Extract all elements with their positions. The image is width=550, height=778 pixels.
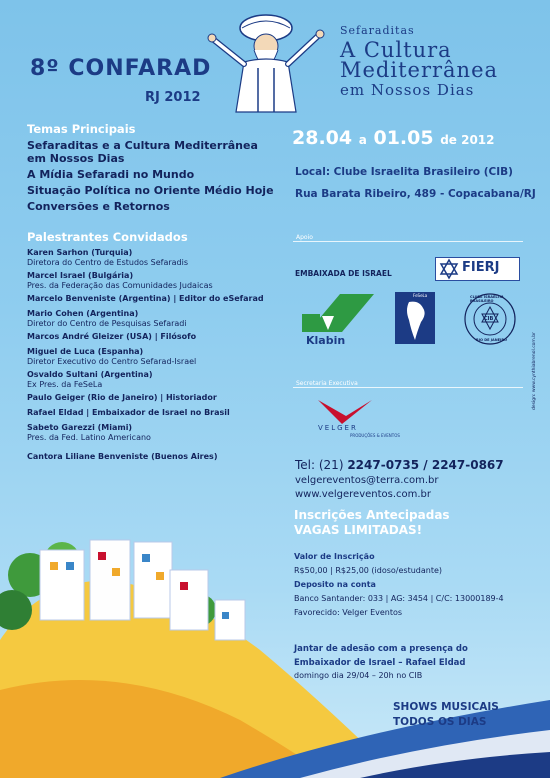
date-separator: a <box>358 133 367 147</box>
title-line-2: Mediterrânea <box>340 58 499 82</box>
star-of-david-icon <box>438 258 460 280</box>
speaker-name: Marcos André Gleizer (USA) | Filósofo <box>27 332 197 341</box>
fierj-logo <box>435 257 520 281</box>
speaker-name: Marcel Israel (Bulgária) <box>27 271 134 280</box>
speaker-name: Paulo Geiger (Rio de Janeiro) | Historiador <box>27 393 217 402</box>
speakers-section <box>27 230 289 462</box>
speaker-name: Karen Sarhon (Turquia) <box>27 248 133 257</box>
speaker-role: Diretor Executivo do Centro Sefarad-Israel <box>27 357 197 366</box>
event-edition <box>30 56 211 81</box>
speaker-name: Miguel de Luca (Espanha) <box>27 347 144 356</box>
klabin-logo-icon <box>300 292 376 334</box>
fesela-text: FeSeLa <box>413 293 428 298</box>
city-year: RJ 2012 <box>145 90 201 105</box>
klabin-text: Klabin <box>306 334 346 347</box>
speakers-heading: Palestrantes Convidados <box>27 230 188 244</box>
title-line-1: A Cultura <box>340 38 452 62</box>
speaker-role: Diretor do Centro de Pesquisas Sefaradi <box>27 319 187 328</box>
registration-line-2: VAGAS LIMITADAS! <box>294 523 423 537</box>
speaker-role: Ex Pres. da FeSeLa <box>27 380 103 389</box>
velger-subtext: PRODUÇÕES & EVENTOS <box>350 433 400 438</box>
divider <box>293 387 523 388</box>
cib-text: CIB <box>484 316 494 322</box>
singer: Cantora Liliane Benveniste (Buenos Aires) <box>27 452 218 461</box>
speaker-name: Osvaldo Sultani (Argentina) <box>27 370 153 379</box>
rabbi-illustration <box>196 6 336 116</box>
fierj-text: FIERJ <box>462 260 500 275</box>
divider <box>293 241 523 242</box>
price-value: R$50,00 | R$25,00 (idoso/estudante) <box>294 566 443 575</box>
design-credit: design: www.cynthiabrenol.com.br <box>532 332 537 410</box>
beneficiary: Favorecido: Velger Eventos <box>294 608 403 617</box>
speaker-role: Pres. da Federação das Comunidades Judaicas <box>27 281 213 290</box>
speaker-name: Rafael Eldad | Embaixador de Israel no Brasil <box>27 408 230 417</box>
fesela-logo <box>395 292 435 344</box>
title-line-3: em Nossos Dias <box>340 81 475 99</box>
speaker-name: Sabeto Garezzi (Miami) <box>27 423 133 432</box>
theme-item: Conversões e Retornos <box>27 200 170 213</box>
venue: Local: Clube Israelita Brasileiro (CIB) <box>295 166 513 178</box>
south-america-map-icon <box>395 292 435 344</box>
dinner-notice <box>294 642 468 670</box>
bank-details: Banco Santander: 033 | AG: 3454 | C/C: 13000189-4 <box>294 594 504 603</box>
email[interactable]: velgereventos@terra.com.br <box>295 475 439 486</box>
shows-banner <box>393 700 499 730</box>
embassy-logo: EMBAIXADA DE ISRAEL <box>295 269 392 278</box>
themes-heading: Temas Principais <box>27 122 136 136</box>
speaker-name: Mario Cohen (Argentina) <box>27 309 139 318</box>
address: Rua Barata Ribeiro, 489 - Copacabana/RJ <box>295 188 536 200</box>
dinner-line-1: Jantar de adesão com a presença do <box>294 644 468 654</box>
event-name: CONFARAD <box>68 56 212 81</box>
velger-v-logo-icon <box>316 398 374 426</box>
clube-text: CLUBE ISRAELITA BRASILEIRO <box>470 295 504 303</box>
tel-numbers: 2247-0735 / 2247-0867 <box>347 458 504 472</box>
clube-city: RIO DE JANEIRO <box>476 338 508 342</box>
dinner-date: domingo dia 29/04 – 20h no CIB <box>294 671 423 680</box>
themes-section <box>27 122 287 213</box>
registration-line-1: Inscrições Antecipadas <box>294 508 450 522</box>
theme-item: A Mídia Sefaradi no Mundo <box>27 168 195 181</box>
event-dates <box>292 127 495 149</box>
velger-text: VELGER <box>318 424 358 432</box>
speaker-name: Marcelo Benveniste (Argentina) | Editor do eSefarad <box>27 294 264 303</box>
shows-line-1: SHOWS MUSICAIS <box>393 701 499 713</box>
theme-item: Sefaraditas e a Cultura Mediterrânea em Nossos Dias <box>27 139 258 165</box>
secretaria-label: Secretaria Executiva <box>296 380 358 387</box>
date-start: 28.04 <box>292 127 353 149</box>
edition-number: 8º <box>30 56 60 81</box>
poster-subtitle: Sefaraditas <box>340 24 415 37</box>
date-end: 01.05 <box>373 127 434 149</box>
poster-title <box>340 40 498 100</box>
tel-prefix: Tel: (21) <box>295 458 344 472</box>
telephone <box>295 458 504 472</box>
speaker-role: Pres. da Fed. Latino Americano <box>27 433 151 442</box>
deposit-label: Deposito na conta <box>294 580 376 589</box>
price-label: Valor de Inscrição <box>294 552 375 561</box>
dinner-line-2: Embaixador de Israel – Rafael Eldad <box>294 658 466 668</box>
theme-item: Situação Política no Oriente Médio Hoje <box>27 184 274 197</box>
clube-israelita-logo <box>463 292 517 346</box>
shows-line-2: TODOS OS DIAS <box>393 716 487 728</box>
speaker-role: Diretora do Centro de Estudos Sefaradis <box>27 258 188 267</box>
date-year: de 2012 <box>440 133 495 147</box>
apoio-label: Apoio <box>296 234 313 241</box>
website-link[interactable]: www.velgereventos.com.br <box>295 489 432 500</box>
